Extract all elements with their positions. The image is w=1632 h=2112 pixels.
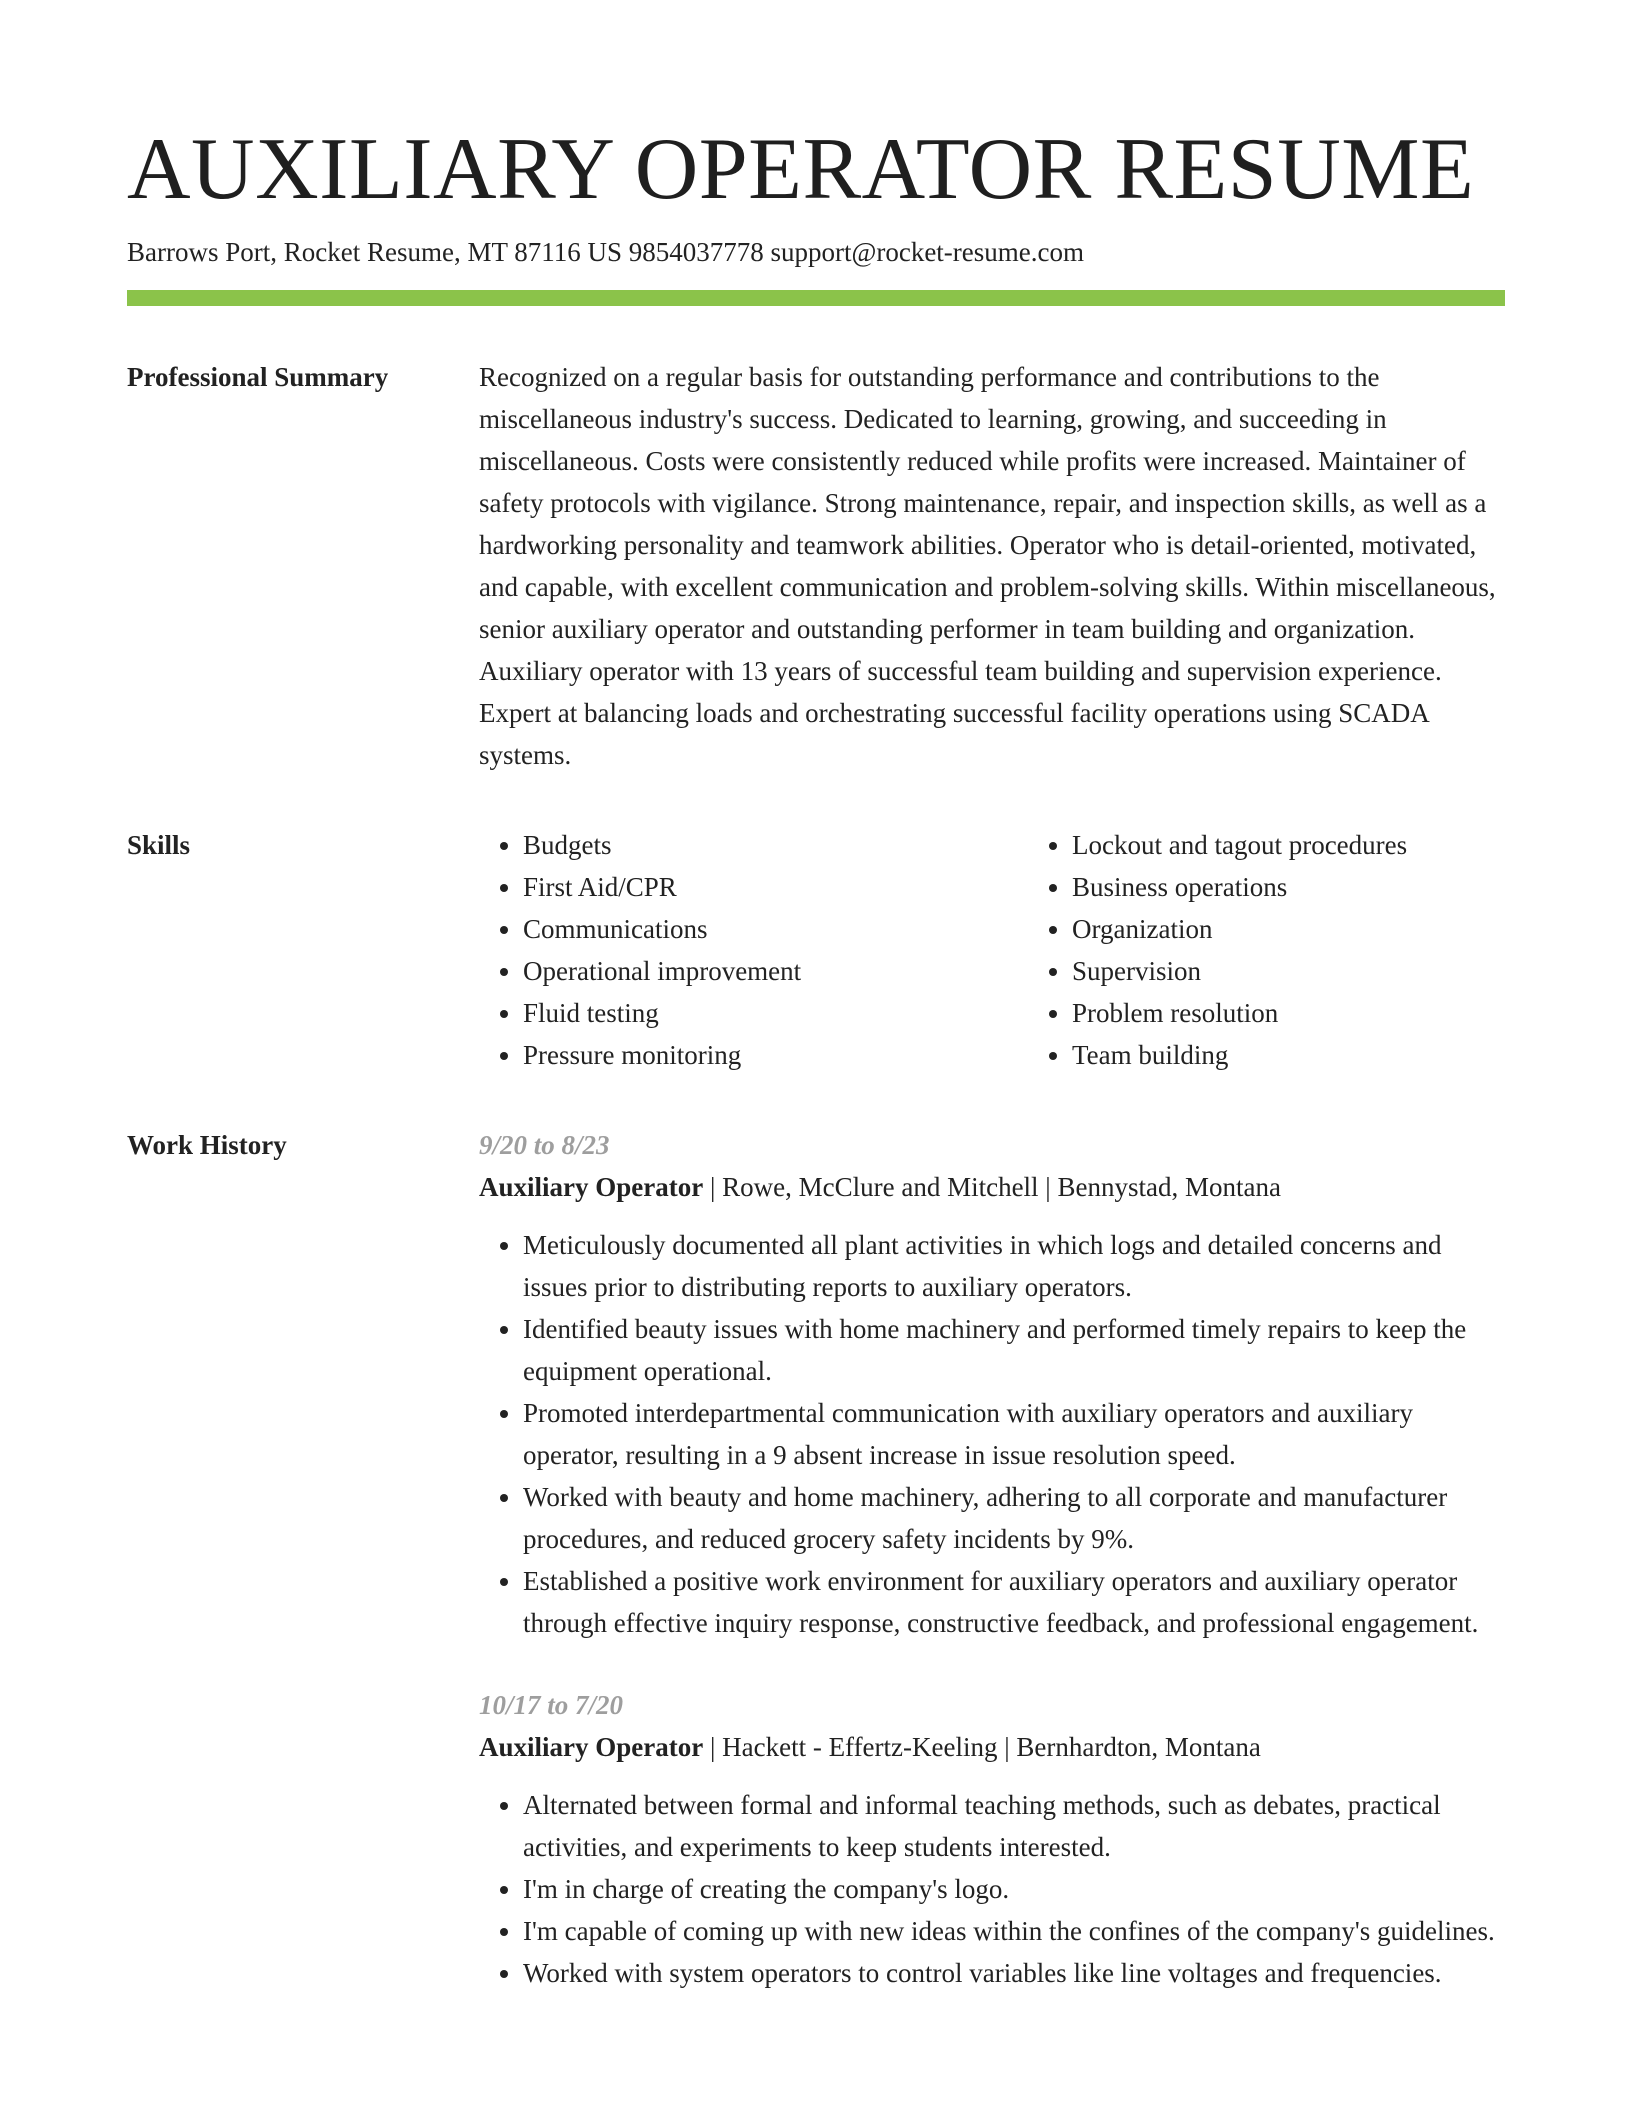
job-dates: 9/20 to 8/23 [479,1130,610,1160]
skills-list-left [479,824,1028,1076]
summary-body [479,356,1505,776]
job-entry [479,1684,1505,1994]
job-bullet-list [479,1784,1505,1994]
job-bullet: • Promoted interdepartmental communication with auxiliary operators and auxiliary operator, resulting in a 9 absent increase in issue resolution speed. [523,1392,1505,1476]
job-bullet: • Worked with beauty and home machinery, adhering to all corporate and manufacturer procedures, and reduced grocery safety incidents by 9%. [523,1476,1505,1560]
contact-address: Barrows Port, Rocket Resume, MT 87116 US [127,237,622,267]
job-bullet: • Alternated between formal and informal teaching methods, such as debates, practical activities, and experiments to keep students interested. [523,1784,1505,1868]
work-history-body [479,1124,1505,1994]
skill-item: • Organization [1072,908,1577,950]
contact-email: support@rocket-resume.com [770,237,1085,267]
job-dates: 10/17 to 7/20 [479,1690,624,1720]
skill-item: • Problem resolution [1072,992,1577,1034]
skill-item: • Fluid testing [523,992,1028,1034]
skill-item: • First Aid/CPR [523,866,1028,908]
resume-title: AUXILIARY OPERATOR RESUME [127,121,1475,218]
resume-page [127,116,1505,1994]
skills-list-right [1028,824,1577,1076]
skills-section [127,824,1505,1076]
contact-line [127,234,1505,270]
summary-text: Recognized on a regular basis for outstanding performance and contributions to the miscellaneous industry's success. Dedicated to learning, growing, and succeeding in miscellaneous. Costs were consistently reduced while profits were increased. Maintainer of safety protocols with vigilance. Strong maintenance, repair, and inspection skills, as well as a hardworking personality and teamwork abilities. Operator who is detail-oriented, motivated, and capable, with excellent communication and problem-solving skills. Within miscellaneous, senior auxiliary operator and outstanding performer in team building and organization. Auxiliary operator with 13 years of successful team building and supervision experience. Expert at balancing loads and orchestrating successful facility operations using SCADA systems. [479,362,1496,770]
work-history-section [127,1124,1505,1994]
job-title: Auxiliary Operator [479,1172,704,1202]
skill-item: • Budgets [523,824,1028,866]
job-bullet: • I'm in charge of creating the company's logo. [523,1868,1505,1910]
skills-body [479,824,1577,1076]
job-bullet: • I'm capable of coming up with new ideas within the confines of the company's guidelines. [523,1910,1505,1952]
header-divider [127,290,1505,306]
job-bullet: • Established a positive work environment for auxiliary operators and auxiliary operator through effective inquiry response, constructive feedback, and professional engagement. [523,1560,1505,1644]
job-bullet: • Worked with system operators to control variables like line voltages and frequencies. [523,1952,1505,1994]
skill-item: • Team building [1072,1034,1577,1076]
section-label-work-history: Work History [127,1130,287,1160]
professional-summary-section [127,356,1505,776]
skill-item: • Communications [523,908,1028,950]
skill-item: • Supervision [1072,950,1577,992]
job-bullet: • Identified beauty issues with home machinery and performed timely repairs to keep the equipment operational. [523,1308,1505,1392]
job-employer-location: | Rowe, McClure and Mitchell | Bennystad, Montana [703,1172,1281,1202]
job-entry [479,1124,1505,1644]
skill-item: • Business operations [1072,866,1577,908]
job-title: Auxiliary Operator [479,1732,704,1762]
skill-item: • Operational improvement [523,950,1028,992]
section-label-skills: Skills [127,830,191,860]
job-bullet-list [479,1224,1505,1644]
skill-item: • Lockout and tagout procedures [1072,824,1577,866]
job-employer-location: | Hackett - Effertz-Keeling | Bernhardton, Montana [703,1732,1261,1762]
job-heading [479,1166,1505,1208]
skill-item: • Pressure monitoring [523,1034,1028,1076]
job-heading [479,1726,1505,1768]
section-label-summary: Professional Summary [127,362,389,392]
contact-phone: 9854037778 [628,237,764,267]
job-bullet: • Meticulously documented all plant activities in which logs and detailed concerns and issues prior to distributing reports to auxiliary operators. [523,1224,1505,1308]
